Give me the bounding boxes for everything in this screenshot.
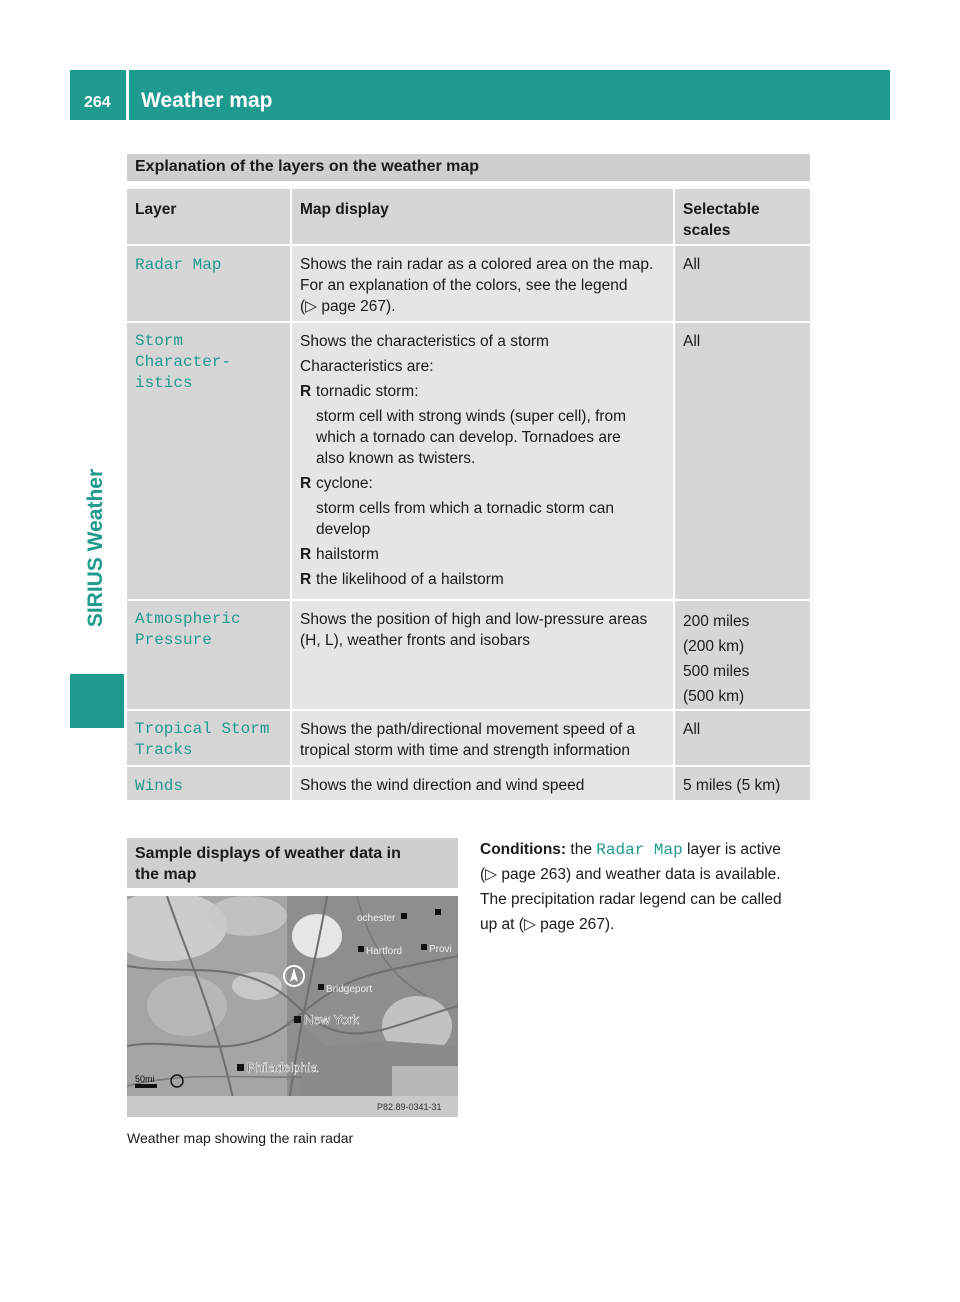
table-row-tropical-layer: Tropical Storm Tracks [127,711,290,765]
side-tab-marker [70,674,124,728]
list-item: R the likelihood of a hailstorm [300,571,504,588]
image-code: P82.89-0341-31 [377,1102,442,1112]
table-row-radar-layer: Radar Map [127,246,290,321]
map-label-hartford: Hartford [366,946,403,957]
conditions-block: Conditions: the Radar Map layer is active (▷ page 263) and weather data is available. The precipitation radar legend can be called up at (▷ page 267). [480,841,782,933]
map-label-philadelphia: Philadelphia [247,1060,318,1075]
map-label-bridgeport: Bridgeport [326,984,373,995]
table-row-pressure-scales: 200 miles (200 km) 500 miles (500 km) [675,601,810,709]
table-row-winds-scales: 5 miles (5 km) [675,767,810,800]
map-label-provi: Provi [429,944,452,955]
section-title: Explanation of the layers on the weather map [135,158,480,175]
col-header-display: Map display [292,189,673,244]
table-row-winds-layer: Winds [127,767,290,800]
table-row-tropical-display: Shows the path/directional movement speed of a tropical storm with time and strength information [292,711,673,765]
table-row-storm-display: Shows the characteristics of a storm Characteristics are: R tornadic storm: storm cell with strong winds (super cell), from which a tornado can develop. Tornadoes are also known as twisters. R cyclone: storm cells from which a tornadic storm can develop R hailstorm R the likelihood of a hailstorm [292,323,673,599]
header-divider [126,70,129,120]
radar-map-term: Radar Map [596,841,683,859]
map-label-new-york: New York [304,1012,359,1027]
map-label-rochester: ochester [357,913,396,924]
list-item: R hailstorm [300,546,379,563]
table-row-radar-display: Shows the rain radar as a colored area on the map. For an explanation of the colors, see the legend (▷ page 267). [292,246,673,321]
table-row-storm-scales: All [675,323,810,599]
col-header-layer: Layer [127,189,290,244]
table-row-winds-display: Shows the wind direction and wind speed [292,767,673,800]
table-row-pressure-display: Shows the position of high and low-pressure areas (H, L), weather fronts and isobars [292,601,673,709]
section-title-bar [127,154,810,181]
page-title: Weather map [141,89,273,112]
map-scale-label: 50mi [135,1074,155,1084]
conditions-label: Conditions: [480,841,567,858]
table-row-radar-scales: All [675,246,810,321]
weather-map-image [127,896,458,1117]
list-item: R tornadic storm: storm cell with strong winds (super cell), from which a tornado can develop. Tornadoes are also known as twisters. [300,383,627,467]
side-tab-label: SIRIUS Weather [84,468,107,628]
col-header-scales: Selectable scales [675,189,810,244]
table-row-pressure-layer: Atmospheric Pressure [127,601,290,709]
list-item: R cyclone: storm cells from which a tornadic storm can develop [300,475,615,538]
table-row-tropical-scales: All [675,711,810,765]
page-number: 264 [84,94,111,111]
map-caption: Weather map showing the rain radar [127,1130,354,1146]
sample-section-title: Sample displays of weather data in the map [127,838,458,888]
table-row-storm-layer: Storm Character‐ istics [127,323,290,599]
